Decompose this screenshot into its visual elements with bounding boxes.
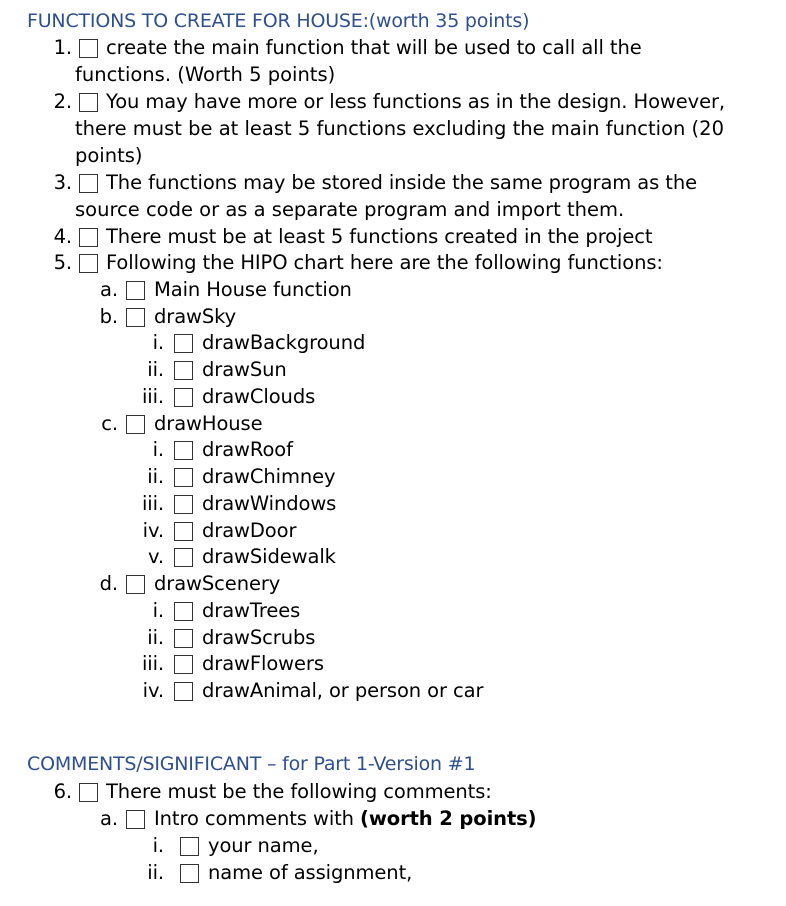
item-text: Following the HIPO chart here are the following functions: [106,251,663,274]
checkbox[interactable] [174,495,193,514]
list-item-b [0,304,786,330]
checkbox[interactable] [126,810,145,829]
list-item-6a-ii [0,860,786,886]
item-text: drawScenery [154,572,281,595]
item-number: 4. [53,225,72,248]
item-text-continued: points) [75,144,143,167]
list-item-6a-i [0,833,786,859]
list-item-4 [0,224,786,250]
item-text: drawSidewalk [202,545,336,568]
checkbox[interactable] [79,39,98,58]
item-text: The functions may be stored inside the same program as the [106,171,698,194]
item-number: 3. [53,171,72,194]
item-text: You may have more or less functions as in the design. However, [106,90,726,113]
list-item-d [0,571,786,597]
checkbox[interactable] [180,864,199,883]
item-text: drawScrubs [202,626,316,649]
checkbox[interactable] [126,575,145,594]
item-number: i. [152,599,164,622]
list-item-2 [0,89,786,115]
item-number: 6. [53,780,72,803]
section-title: FUNCTIONS TO CREATE FOR HOUSE: [27,10,369,32]
item-text: drawBackground [202,331,366,354]
item-text: drawClouds [202,385,316,408]
item-text: drawDoor [202,519,297,542]
item-text: drawChimney [202,465,336,488]
checkbox[interactable] [174,334,193,353]
checkbox[interactable] [174,468,193,487]
checkbox[interactable] [174,361,193,380]
checkbox[interactable] [79,174,98,193]
item-text: create the main function that will be used to call all the [106,36,642,59]
item-text: drawSun [202,358,287,381]
item-number: i. [152,331,164,354]
item-number: 5. [53,251,72,274]
item-text: There must be at least 5 functions created in the project [106,225,653,248]
item-number: ii. [147,626,164,649]
checkbox[interactable] [174,441,193,460]
item-number: ii. [147,861,164,884]
list-item-c-iii [0,491,786,517]
list-item-d-i [0,598,786,624]
list-item-c-iv [0,518,786,544]
item-number: i. [152,438,164,461]
checkbox[interactable] [174,388,193,407]
list-item-b-i [0,330,786,356]
item-label: Intro comments with [154,807,361,830]
item-number: iii. [141,385,164,408]
checkbox[interactable] [174,548,193,567]
item-number: d. [99,572,118,595]
item-text: name of assignment, [208,861,413,884]
item-number: iv. [142,519,164,542]
list-item-6 [0,779,786,805]
item-text: drawSky [154,305,237,328]
item-number: iii. [141,492,164,515]
list-item-5 [0,250,786,276]
item-number: iii. [141,652,164,675]
item-number: 1. [53,36,72,59]
item-text: drawRoof [202,438,293,461]
list-item-c-ii [0,464,786,490]
checkbox[interactable] [126,308,145,327]
item-text-continued: functions. (Worth 5 points) [75,63,336,86]
list-item-1 [0,35,786,61]
checkbox[interactable] [126,281,145,300]
list-item-b-iii [0,384,786,410]
list-item-a [0,277,786,303]
item-number: 2. [53,90,72,113]
section-worth: (worth 35 points) [368,10,530,32]
item-number: a. [100,278,118,301]
item-text: drawWindows [202,492,337,515]
checkbox[interactable] [79,228,98,247]
item-text: There must be the following comments: [106,780,492,803]
list-item-d-iii [0,651,786,677]
section-heading-comments: COMMENTS/SIGNIFICANT – for Part 1-Version #1 [27,753,476,775]
checkbox[interactable] [174,522,193,541]
checkbox[interactable] [174,655,193,674]
item-worth: (worth 2 points) [360,807,537,830]
list-item-6a [0,806,786,832]
item-number: a. [100,807,118,830]
list-item-c-v [0,544,786,570]
list-item-d-ii [0,625,786,651]
item-text-continued: source code or as a separate program and import them. [75,198,625,221]
item-number: i. [152,834,164,857]
list-item-c [0,411,786,437]
item-number: c. [101,412,118,435]
item-text: drawFlowers [202,652,324,675]
section-heading-functions [27,10,529,32]
item-number: b. [99,305,118,328]
checkbox[interactable] [174,629,193,648]
item-number: v. [147,545,164,568]
item-number: ii. [147,358,164,381]
list-item-d-iv [0,678,786,704]
item-text: drawHouse [154,412,263,435]
list-item-c-i [0,437,786,463]
checkbox[interactable] [79,254,98,273]
item-text: your name, [208,834,319,857]
item-text-continued: there must be at least 5 functions excluding the main function (20 [75,117,724,140]
checkbox[interactable] [79,783,98,802]
item-number: ii. [147,465,164,488]
item-text: drawAnimal, or person or car [202,679,484,702]
checkbox[interactable] [180,837,199,856]
checkbox[interactable] [79,93,98,112]
list-item-3 [0,170,786,196]
item-number: iv. [142,679,164,702]
list-item-b-ii [0,357,786,383]
checkbox[interactable] [126,415,145,434]
checkbox[interactable] [174,602,193,621]
item-text: drawTrees [202,599,301,622]
item-text [154,806,537,832]
item-text: Main House function [154,278,352,301]
checkbox[interactable] [174,682,193,701]
